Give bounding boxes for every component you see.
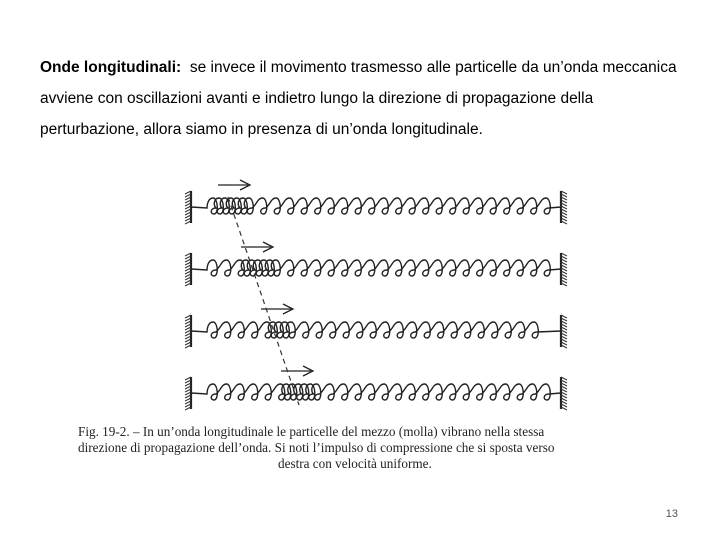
caption-line-2: direzione di propagazione dell’onda. Si noti l’impulso di compressione che si sposta verso [78, 440, 555, 455]
caption-line-3: destra con velocità uniforme. [278, 456, 432, 471]
left-wall [185, 253, 191, 286]
right-wall [561, 315, 567, 348]
paragraph-text-1: se invece il movimento trasmesso alle particelle da un’onda meccanica [189, 59, 677, 76]
right-wall [561, 377, 567, 410]
left-wall [185, 315, 191, 348]
spring-coil [191, 260, 561, 276]
right-wall [561, 253, 567, 286]
paragraph-line-3: perturbazione, allora siamo in presenza di un’onda longitudinale. [40, 121, 483, 138]
paragraph-line-2: avviene con oscillazioni avanti e indietro lungo la direzione di propagazione della [40, 90, 594, 107]
spring-row [185, 180, 567, 224]
spring-row [185, 366, 567, 410]
paragraph-line-1 [40, 52, 715, 83]
spring-row [185, 304, 567, 348]
left-wall [185, 191, 191, 224]
spring-coil [191, 322, 561, 338]
spring-coil [191, 384, 561, 400]
pulse-arrow-icon [218, 180, 250, 190]
spring-coil [191, 198, 561, 214]
figure-caption [78, 424, 678, 472]
body-paragraph [40, 52, 715, 145]
page-number: 13 [665, 508, 678, 520]
term-heading: Onde longitudinali: [40, 59, 182, 76]
caption-line-1: Fig. 19-2. – In un’onda longitudinale le particelle del mezzo (molla) vibrano nella stessa [78, 424, 545, 439]
pulse-trace-line [228, 197, 299, 405]
right-wall [561, 191, 567, 224]
spring-row [185, 242, 567, 286]
spring-figure [175, 170, 580, 420]
left-wall [185, 377, 191, 410]
